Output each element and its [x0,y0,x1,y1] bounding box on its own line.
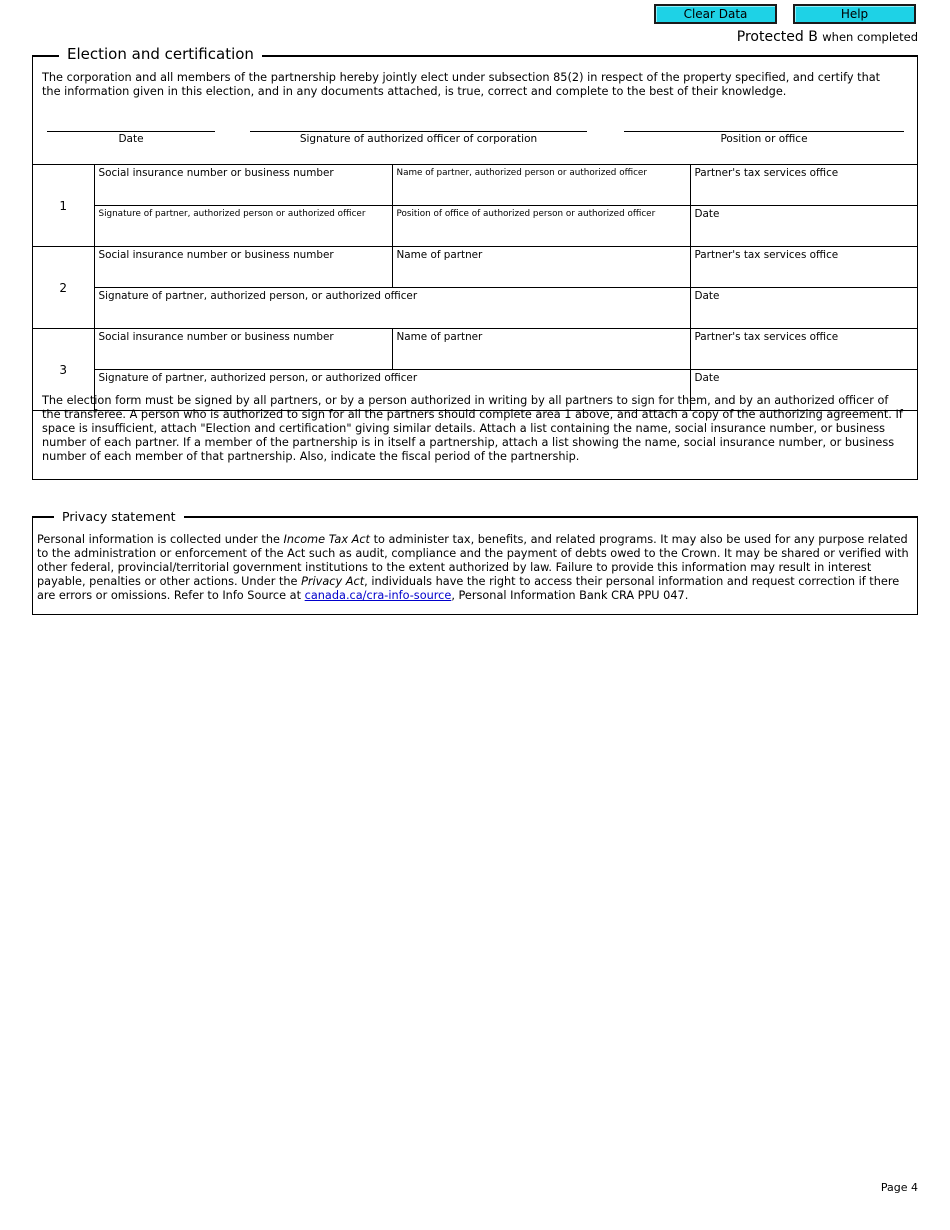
partner-1-sin-field[interactable]: Social insurance number or business number [94,165,392,206]
partner-number: 1 [33,165,94,247]
partner-2-date-field[interactable]: Date [690,288,917,329]
partner-1-position-field[interactable]: Position of office of authorized person or authorized officer [392,206,690,247]
partner-2-sin-field[interactable]: Social insurance number or business number [94,247,392,288]
election-instructions-text: The election form must be signed by all partners, or by a person authorized in writing by all partners to sign for them, and by an authorized officer of the transferee. A person who is authorized to sign for all the partners should complete area 1 above, and attach a copy of the authorizing agreement. If space is insufficient, attach "Election and certification" giving similar details. Attach a list containing the name, social insurance number, or business number of each partner. If a member of the partnership is in itself a partnership, attach a list showing the name, social insurance number, or business number of each member of that partnership. Also, indicate the fiscal period of the partnership. [42,394,903,463]
date-label: Date [118,133,144,145]
position-signature-line[interactable] [624,131,904,132]
privacy-section-title: Privacy statement [54,509,184,524]
partners-table [33,164,917,411]
position-label: Position or office [720,133,808,145]
partner-2-tax-office-field[interactable]: Partner's tax services office [690,247,917,288]
privacy-text-part: Personal information is collected under the [37,533,284,546]
partner-number: 2 [33,247,94,329]
privacy-text-part: , individuals have the right to access their personal information and request correction if there are errors or omissions. Refer to Info Source at [37,575,900,602]
election-section-title: Election and certification [59,45,262,63]
partner-1-signature-field[interactable]: Signature of partner, authorized person or authorized officer [94,206,392,247]
privacy-act-title: Privacy Act [301,575,365,588]
protected-b-label [737,29,918,45]
protected-label: Protected B [736,29,818,45]
partner-3-name-field[interactable]: Name of partner [392,329,690,370]
partner-2-signature-field[interactable]: Signature of partner, authorized person, or authorized officer [94,288,690,329]
partner-1-date-field[interactable]: Date [690,206,917,247]
partner-1-name-field[interactable]: Name of partner, authorized person or authorized officer [392,165,690,206]
help-button[interactable]: Help [793,4,916,24]
partner-3-row-a [33,329,917,370]
election-intro-text: The corporation and all members of the partnership hereby jointly elect under subsection 85(2) in respect of the property specified, and certify that the information given in this election, and in any documents attached, is true, correct and complete to the best of their knowledge. [42,71,881,98]
privacy-statement-text [37,533,909,603]
partner-3-sin-field[interactable]: Social insurance number or business number [94,329,392,370]
date-signature-line[interactable] [47,131,215,132]
officer-signature-line[interactable] [250,131,587,132]
info-source-link[interactable]: canada.ca/cra-info-source [304,589,452,602]
privacy-statement-section [32,509,918,615]
privacy-text-part: , Personal Information Bank CRA PPU 047. [451,589,689,602]
partner-3-signature-field[interactable]: Signature of partner, authorized person, or authorized officer [94,370,690,411]
partner-2-name-field[interactable]: Name of partner [392,247,690,288]
partner-3-tax-office-field[interactable]: Partner's tax services office [690,329,917,370]
partner-2-row-a [33,247,917,288]
partner-3-date-field[interactable]: Date [690,370,917,411]
officer-signature-label: Signature of authorized officer of corporation [299,133,538,145]
election-certification-section [32,45,918,480]
income-tax-act-title: Income Tax Act [283,533,370,546]
partner-1-row-a [33,165,917,206]
clear-data-button[interactable]: Clear Data [654,4,777,24]
partner-1-tax-office-field[interactable]: Partner's tax services office [690,165,917,206]
protected-qualifier: when completed [822,30,918,44]
page-number: Page 4 [880,1181,918,1194]
privacy-text-part: to administer tax, benefits, and related programs. It may also be used for any purpose related to the administration or enforcement of the Act such as audit, compliance and the payment of debts owed to the Crown. It may be shared or verified with other federal, provincial/territorial government institutions to the extent authorized by law. Failure to provide this information may result in interest payable, penalties or other actions. Under the [37,533,909,588]
partner-number: 3 [33,329,94,411]
partner-1-row-b [33,206,917,247]
partner-2-row-b [33,288,917,329]
